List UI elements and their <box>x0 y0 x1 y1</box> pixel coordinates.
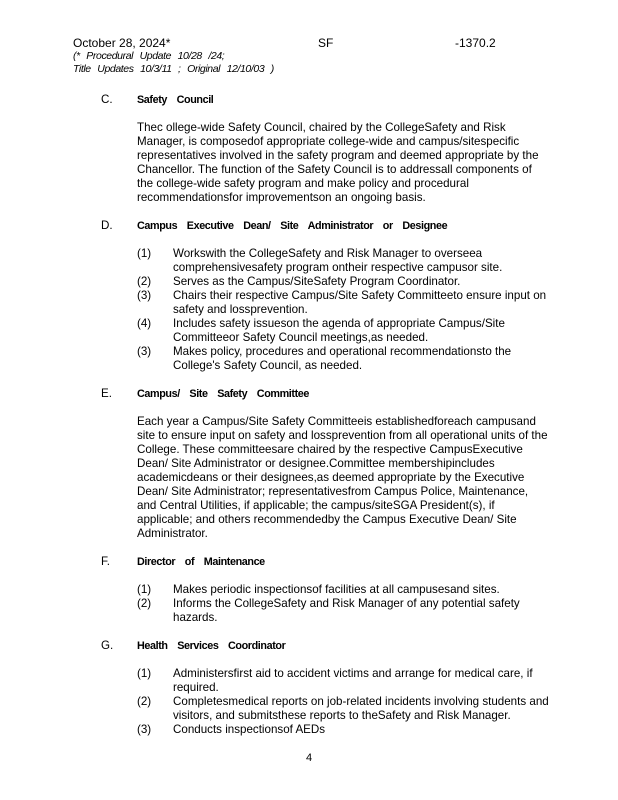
list-item-number: (3) <box>137 289 152 302</box>
section-heading: Director of Maintenance <box>137 556 265 568</box>
spacer <box>0 737 618 751</box>
paragraph-text: Thec ollege-wide Safety Council, chaired by the CollegeSafety and Risk <box>137 121 506 134</box>
list-item-text: Conducts inspectionsof AEDs <box>173 723 326 736</box>
list-item-line <box>0 723 618 737</box>
page-number: 4 <box>305 752 313 764</box>
list-item-line <box>0 317 618 331</box>
update-note-line2: Title Updates 10/3/11 ; Original 12/10/03 ) <box>73 63 274 75</box>
spacer <box>0 373 618 387</box>
paragraph-line <box>0 471 618 485</box>
paragraph-text: academicdeans or their designees,as deemed appropriate by the Executive <box>137 471 525 484</box>
list-item-line <box>0 681 618 695</box>
list-item-number: (2) <box>137 695 152 708</box>
paragraph-line <box>0 191 618 205</box>
list-item <box>0 597 618 625</box>
numbered-list <box>0 667 618 737</box>
section-letter: F. <box>101 555 111 568</box>
spacer <box>0 205 618 219</box>
section-letter: C. <box>101 93 113 106</box>
document-header <box>73 36 496 76</box>
list-item-line <box>0 331 618 345</box>
numbered-list <box>0 583 618 625</box>
document-number: -1370.2 <box>455 36 496 50</box>
list-item-text: Chairs their respective Campus/Site Safety Committeeto ensure input on <box>173 289 547 302</box>
spacer <box>0 401 618 415</box>
section-heading: Campus/ Site Safety Committee <box>137 388 309 400</box>
list-item-line <box>0 345 618 359</box>
document-prefix: SF <box>318 36 334 50</box>
list-item-text: Makes periodic inspectionsof facilities at all campusesand sites. <box>173 583 500 596</box>
paragraph-line <box>0 429 618 443</box>
list-item-number: (2) <box>137 275 152 288</box>
list-item <box>0 345 618 373</box>
list-item-line <box>0 289 618 303</box>
section-letter: E. <box>101 387 112 400</box>
paragraph-text: Dean/ Site Administrator; representativesfrom Campus Police, Maintenance, <box>137 485 529 498</box>
paragraph-text: College. These committeesare chaired by the respective CampusExecutive <box>137 443 523 456</box>
list-item-text: required. <box>173 681 219 694</box>
list-item <box>0 667 618 695</box>
section-heading-row <box>0 387 618 401</box>
spacer <box>0 569 618 583</box>
document-body <box>0 93 618 765</box>
list-item-text: Informs the CollegeSafety and Risk Manager of any potential safety <box>173 597 520 610</box>
paragraph-text: Each year a Campus/Site Safety Committeeis establishedforeach campusand <box>137 415 536 428</box>
section-heading-row <box>0 93 618 107</box>
list-item-number: (4) <box>137 317 152 330</box>
section-heading-row <box>0 219 618 233</box>
section-heading: Safety Council <box>137 94 214 106</box>
list-item-text: Administersfirst aid to accident victims and arrange for medical care, if <box>173 667 533 680</box>
list-item-number: (1) <box>137 583 152 596</box>
paragraph-line <box>0 499 618 513</box>
paragraph-line <box>0 135 618 149</box>
paragraph-text: applicable; and others recommendedby the Campus Executive Dean/ Site <box>137 513 517 526</box>
list-item-line <box>0 597 618 611</box>
list-item-text: Committeeor Safety Council meetings,as needed. <box>173 331 429 344</box>
list-item-number: (1) <box>137 667 152 680</box>
paragraph-text: site to ensure input on safety and lossprevention from all operational units of the <box>137 429 548 442</box>
list-item-text: visitors, and submitsthese reports to theSafety and Risk Manager. <box>173 709 511 722</box>
list-item-text: Makes policy, procedures and operational recommendationsto the <box>173 345 512 358</box>
paragraph-text: Administrator. <box>137 527 208 540</box>
section-heading: Health Services Coordinator <box>137 640 286 652</box>
paragraph-text: and Central Utilities, if applicable; the campus/siteSGA President(s), if <box>137 499 495 512</box>
revision-date: October 28, 2024* <box>73 36 171 50</box>
list-item <box>0 275 618 289</box>
update-note-line1: (* Procedural Update 10/28 /24; <box>73 50 225 62</box>
list-item-line <box>0 695 618 709</box>
paragraph-line <box>0 415 618 429</box>
section-letter: G. <box>101 639 114 652</box>
paragraph-line <box>0 457 618 471</box>
paragraph-text: Dean/ Site Administrator or designee.Committee membershipincludes <box>137 457 495 470</box>
list-item-text: College's Safety Council, as needed. <box>173 359 363 372</box>
list-item-number: (3) <box>137 723 152 736</box>
list-item-text: Serves as the Campus/SiteSafety Program Coordinator. <box>173 275 461 288</box>
numbered-list <box>0 247 618 373</box>
section-heading-row <box>0 555 618 569</box>
paragraph-line <box>0 121 618 135</box>
section-heading-row <box>0 639 618 653</box>
list-item-text: comprehensivesafety program ontheir respective campusor site. <box>173 261 503 274</box>
paragraph-text: recommendationsfor improvementson an ongoing basis. <box>137 191 426 204</box>
spacer <box>0 107 618 121</box>
section-c <box>0 93 618 219</box>
paragraph-text: representatives involved in the safety program and deemed appropriate by the <box>137 149 539 162</box>
section-paragraph <box>0 415 618 541</box>
section-f <box>0 555 618 639</box>
list-item-line <box>0 611 618 625</box>
list-item <box>0 317 618 345</box>
list-item <box>0 695 618 723</box>
list-item-text: Includes safety issueson the agenda of appropriate Campus/Site <box>173 317 505 330</box>
list-item-text: hazards. <box>173 611 218 624</box>
paragraph-line <box>0 485 618 499</box>
list-item <box>0 289 618 317</box>
section-heading: Campus Executive Dean/ Site Administrator or Designee <box>137 220 448 232</box>
list-item <box>0 723 618 737</box>
paragraph-line <box>0 443 618 457</box>
list-item-line <box>0 583 618 597</box>
list-item-line <box>0 303 618 317</box>
paragraph-line <box>0 163 618 177</box>
section-d <box>0 219 618 387</box>
spacer <box>0 625 618 639</box>
section-g <box>0 639 618 751</box>
list-item-text: Workswith the CollegeSafety and Risk Manager to overseea <box>173 247 483 260</box>
paragraph-text: the college-wide safety program and make policy and procedural <box>137 177 469 190</box>
list-item-line <box>0 261 618 275</box>
spacer <box>0 541 618 555</box>
list-item-line <box>0 667 618 681</box>
paragraph-line <box>0 149 618 163</box>
section-letter: D. <box>101 219 113 232</box>
list-item-line <box>0 247 618 261</box>
list-item-number: (3) <box>137 345 152 358</box>
paragraph-line <box>0 177 618 191</box>
paragraph-line <box>0 513 618 527</box>
list-item <box>0 583 618 597</box>
list-item-text: safety and lossprevention. <box>173 303 308 316</box>
list-item-text: Completesmedical reports on job-related incidents involving students and <box>173 695 549 708</box>
list-item <box>0 247 618 275</box>
list-item-number: (2) <box>137 597 152 610</box>
list-item-line <box>0 359 618 373</box>
paragraph-line <box>0 527 618 541</box>
spacer <box>0 233 618 247</box>
list-item-line <box>0 709 618 723</box>
list-item-number: (1) <box>137 247 152 260</box>
paragraph-text: Chancellor. The function of the Safety Council is to addressall components of <box>137 163 532 176</box>
spacer <box>0 653 618 667</box>
section-e <box>0 387 618 555</box>
list-item-line <box>0 275 618 289</box>
paragraph-text: Manager, is composedof appropriate college-wide and campus/sitespecific <box>137 135 520 148</box>
section-paragraph <box>0 121 618 205</box>
